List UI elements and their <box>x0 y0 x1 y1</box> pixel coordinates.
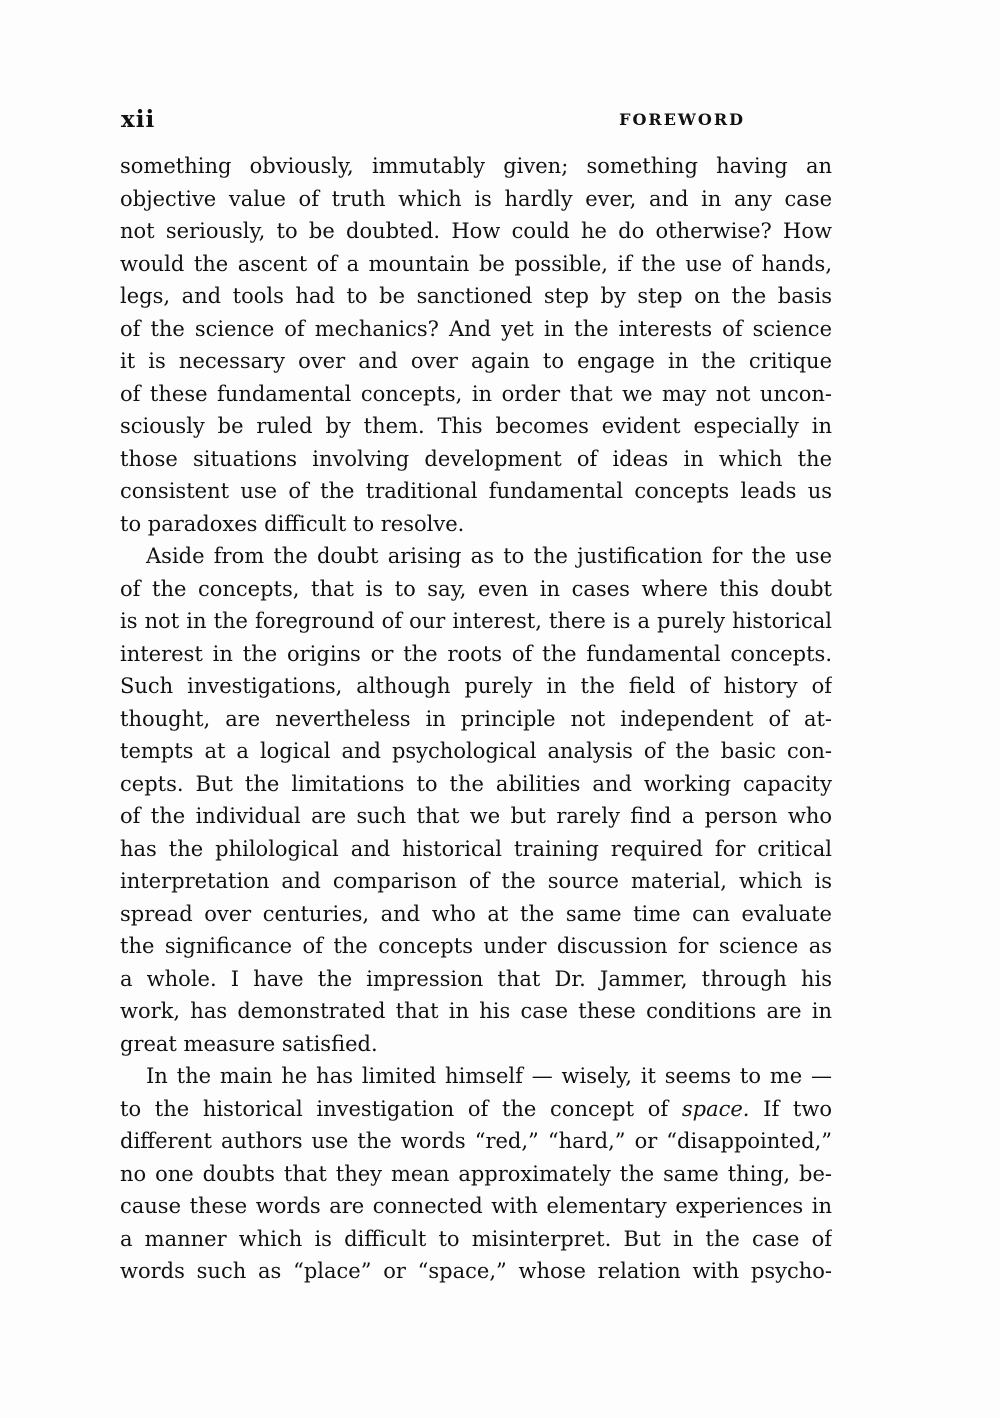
running-head: FOREWORD <box>619 110 745 129</box>
text-line: thought, are nevertheless in principle not independent of at- <box>120 706 832 731</box>
text-line: sciously be ruled by them. This becomes evident especially in <box>120 414 832 438</box>
page-number: xii <box>121 106 156 133</box>
text-line: interpretation and comparison of the source material, which is <box>120 869 832 893</box>
text-line: of the concepts, that is to say, even in cases where this doubt <box>120 576 832 601</box>
text-line: work, has demonstrated that in his case these conditions are in <box>120 999 832 1023</box>
text-line: In the main he has limited himself — wisely, it seems to me — <box>146 1064 832 1088</box>
text-line: no one doubts that they mean approximately the same thing, be- <box>120 1161 832 1186</box>
text-line: a whole. I have the impression that Dr. Jammer, through his <box>120 966 832 991</box>
text-line: cause these words are connected with elementary experiences in <box>120 1194 832 1218</box>
text-line: a manner which is difficult to misinterpret. But in the case of <box>120 1226 832 1251</box>
text-line: tempts at a logical and psychological analysis of the basic con- <box>120 739 832 763</box>
text-line: Aside from the doubt arising as to the justification for the use <box>146 544 832 568</box>
text-line: not seriously, to be doubted. How could he do otherwise? How <box>120 219 832 243</box>
text-line: something obviously, immutably given; something having an <box>120 154 832 178</box>
text-line: consistent use of the traditional fundamental concepts leads us <box>120 479 832 503</box>
text-line: different authors use the words “red,” “hard,” or “disappointed,” <box>120 1129 832 1153</box>
text-line: those situations involving development of ideas in which the <box>120 446 832 471</box>
text-line: legs, and tools had to be sanctioned step by step on the basis <box>120 284 832 308</box>
text-line: it is necessary over and over again to engage in the critique <box>120 349 832 373</box>
text-line: of these fundamental concepts, in order that we may not uncon- <box>120 381 832 406</box>
text-line: great measure satisfied. <box>120 1031 378 1056</box>
text-segment: to the historical investigation of the concept of <box>120 1096 669 1121</box>
text-line-with-emphasis <box>120 1093 832 1126</box>
page-header <box>121 106 745 138</box>
text-line: interest in the origins or the roots of the fundamental concepts. <box>120 641 832 666</box>
text-line: of the individual are such that we but rarely find a person who <box>120 804 832 828</box>
text-line: cepts. But the limitations to the abilities and working capacity <box>120 771 832 796</box>
text-segment: If two <box>763 1096 832 1121</box>
text-line: of the science of mechanics? And yet in the interests of science <box>120 316 832 341</box>
text-line: is not in the foreground of our interest, there is a purely historical <box>120 609 832 633</box>
text-line: Such investigations, although purely in the field of history of <box>120 674 832 698</box>
text-line: the significance of the concepts under discussion for science as <box>120 934 832 958</box>
text-line: has the philological and historical training required for critical <box>120 836 832 861</box>
text-line: objective value of truth which is hardly ever, and in any case <box>120 186 832 211</box>
text-line: would the ascent of a mountain be possible, if the use of hands, <box>120 251 832 276</box>
body-text <box>120 150 832 1288</box>
emphasized-word: space. <box>681 1096 750 1121</box>
text-line: to paradoxes difficult to resolve. <box>120 511 465 536</box>
text-line: spread over centuries, and who at the same time can evaluate <box>120 901 832 926</box>
text-line: words such as “place” or “space,” whose relation with psycho- <box>120 1259 832 1283</box>
